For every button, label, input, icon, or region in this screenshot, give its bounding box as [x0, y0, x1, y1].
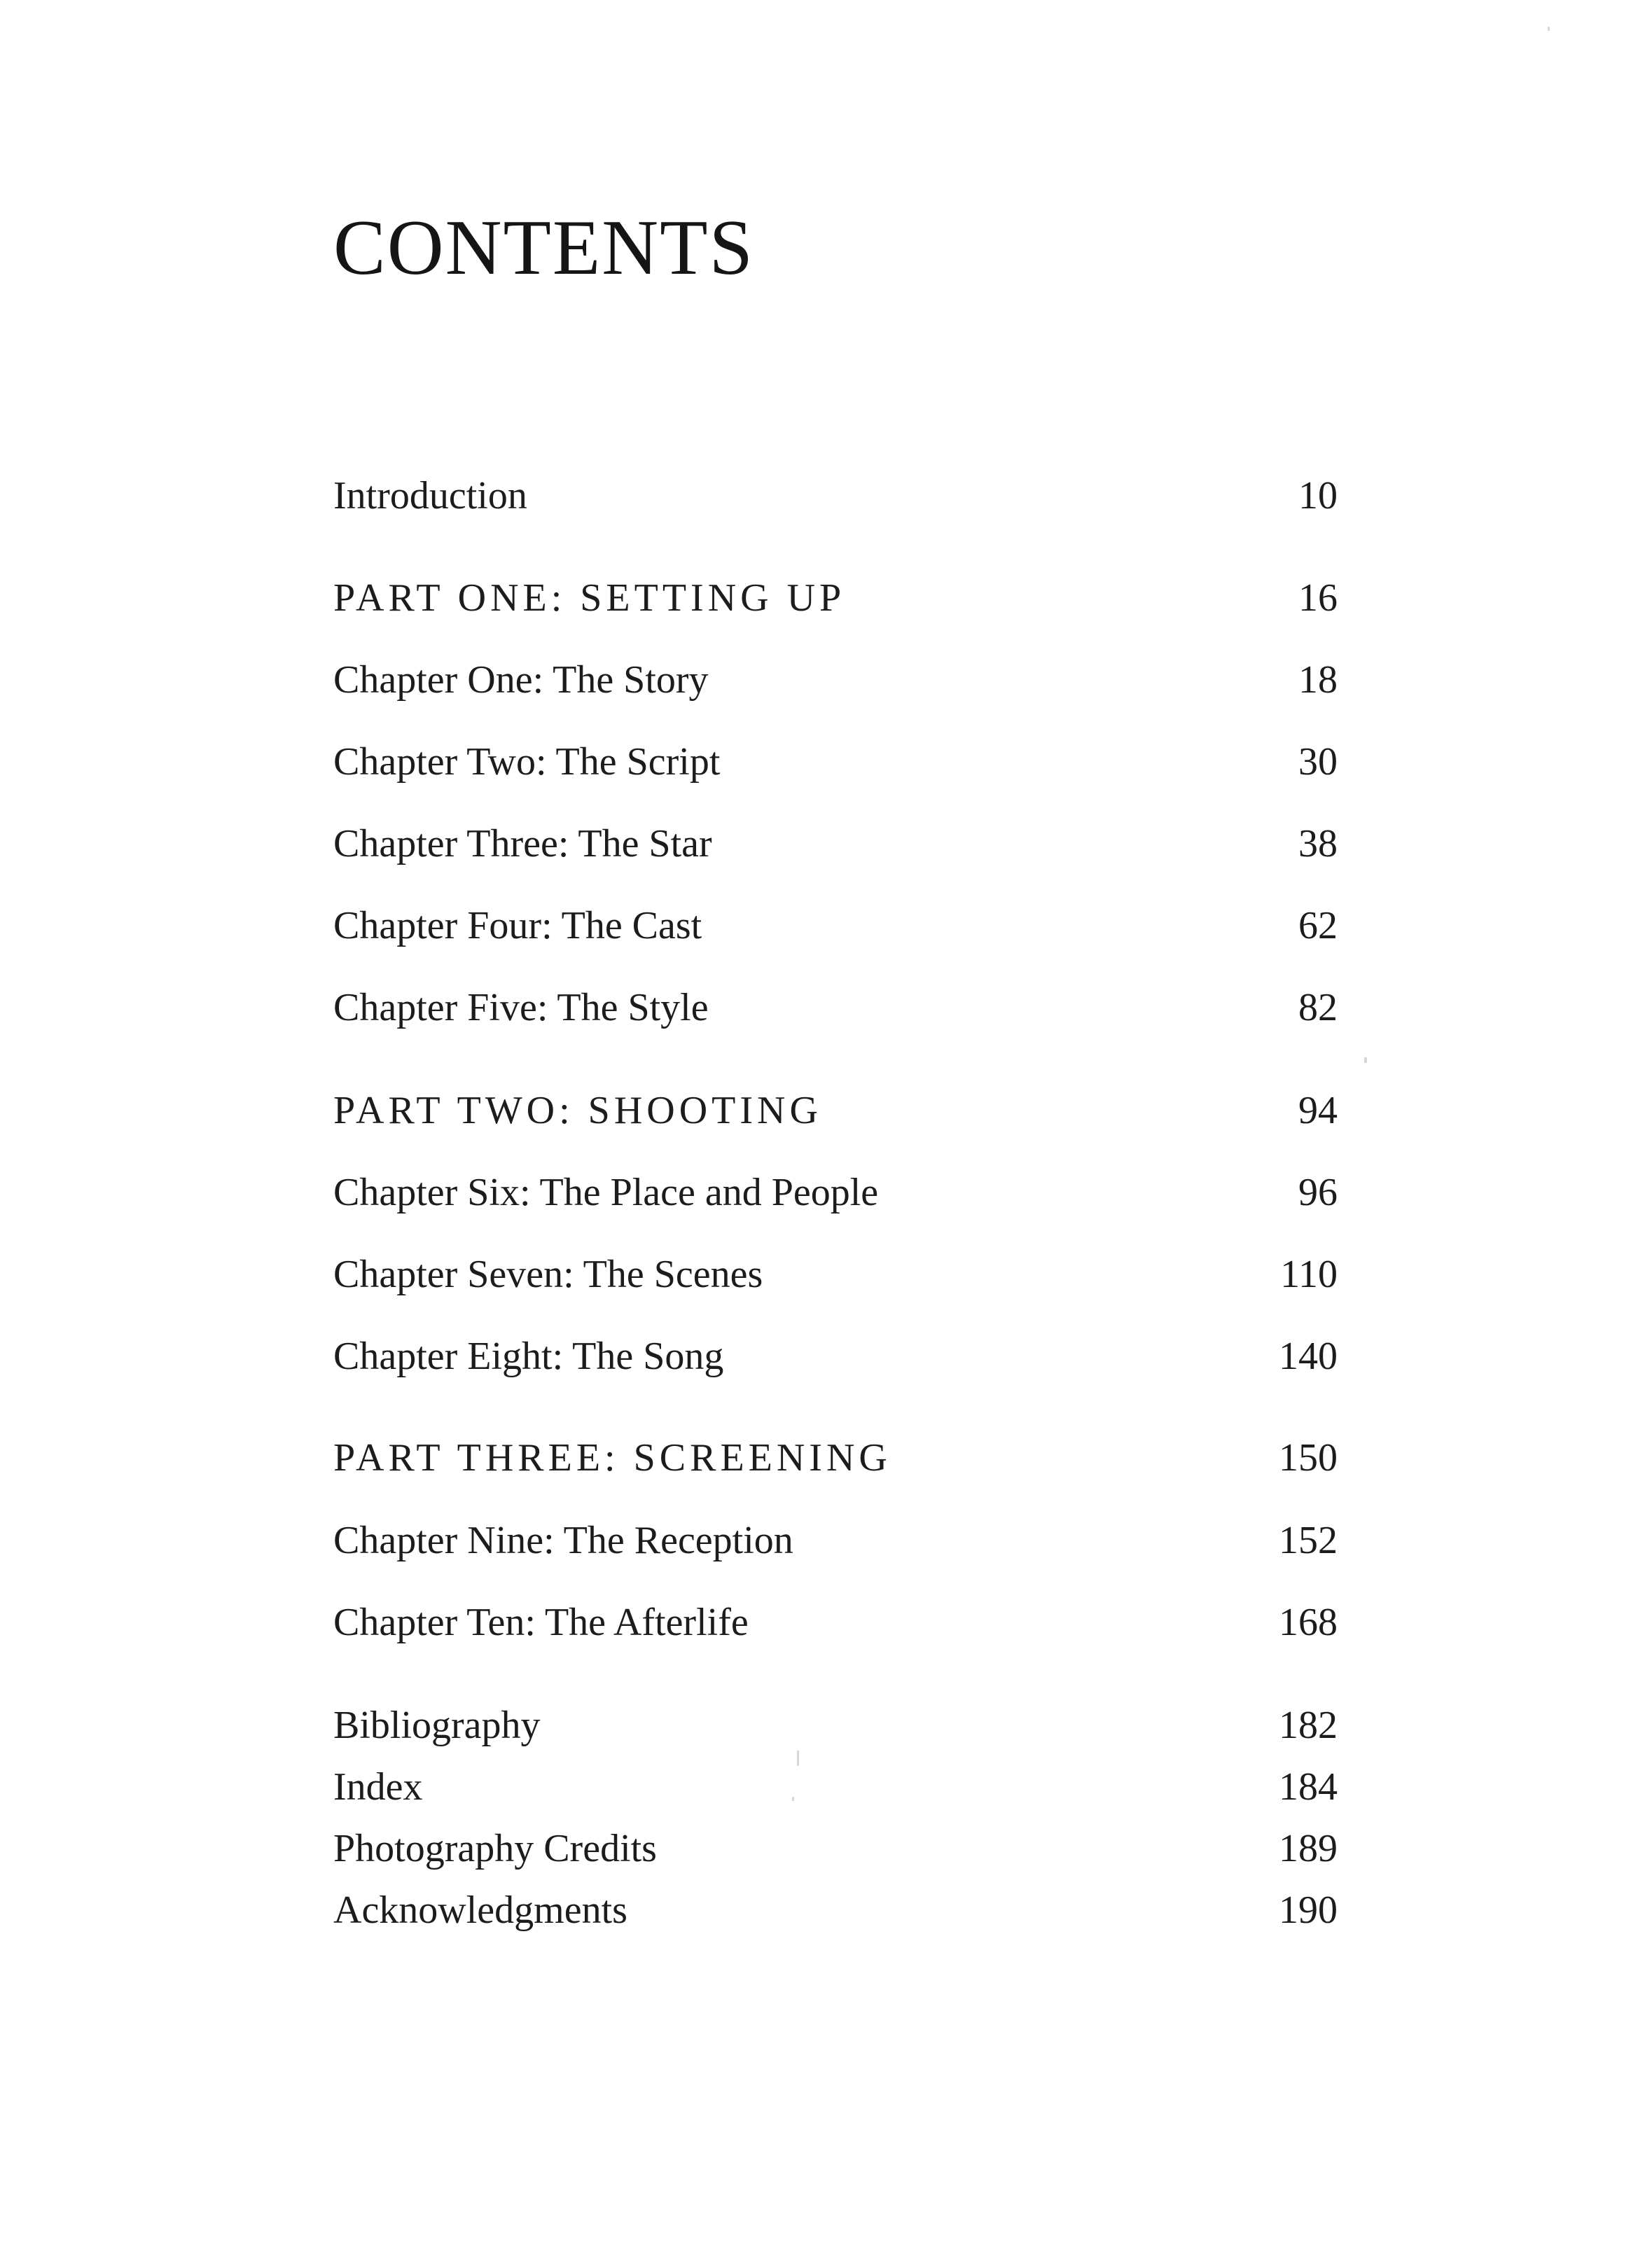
toc-entry-page: 30	[1298, 740, 1338, 784]
toc-entry-page: 18	[1298, 658, 1338, 702]
toc-entry-label: Chapter One: The Story	[333, 658, 709, 702]
toc-chapter-five[interactable]	[333, 988, 1338, 1027]
toc-entry-page: 168	[1279, 1601, 1338, 1644]
toc-entry-label: Acknowledgments	[333, 1888, 627, 1932]
toc-part-label: PART THREE: SCREENING	[333, 1436, 891, 1480]
toc-chapter-eight[interactable]	[333, 1337, 1338, 1376]
scan-speck	[1548, 27, 1550, 31]
toc-chapter-seven[interactable]	[333, 1255, 1338, 1294]
toc-chapter-four[interactable]	[333, 906, 1338, 945]
toc-chapter-two[interactable]	[333, 740, 1338, 784]
toc-entry-label: Photography Credits	[333, 1827, 657, 1870]
toc-photography-credits[interactable]	[333, 1829, 1338, 1868]
toc-entry-page: 190	[1279, 1888, 1338, 1932]
toc-index[interactable]	[333, 1767, 1338, 1807]
toc-entry-label: Chapter Seven: The Scenes	[333, 1253, 763, 1296]
toc-entry-label: Chapter Eight: The Song	[333, 1335, 724, 1378]
toc-entry-page: 62	[1298, 904, 1338, 947]
toc-entry-page: 184	[1279, 1765, 1338, 1809]
toc-entry-page: 189	[1279, 1827, 1338, 1870]
toc-entry-label: Index	[333, 1765, 423, 1809]
toc-part-label: PART ONE: SETTING UP	[333, 576, 846, 620]
toc-chapter-ten[interactable]	[333, 1603, 1338, 1642]
toc-part-two[interactable]	[333, 1091, 1338, 1130]
toc-entry-introduction[interactable]	[333, 476, 1338, 515]
toc-entry-page: 150	[1279, 1436, 1338, 1480]
toc-entry-label: Chapter Three: The Star	[333, 822, 712, 865]
toc-part-three[interactable]	[333, 1436, 1338, 1480]
toc-chapter-three[interactable]	[333, 824, 1338, 863]
toc-entry-label: Chapter Five: The Style	[333, 986, 709, 1029]
toc-entry-page: 82	[1298, 986, 1338, 1029]
toc-entry-page: 182	[1279, 1704, 1338, 1747]
toc-part-label: PART TWO: SHOOTING	[333, 1089, 822, 1132]
toc-chapter-nine[interactable]	[333, 1521, 1338, 1560]
page-title: CONTENTS	[333, 204, 754, 291]
toc-entry-label: Introduction	[333, 474, 527, 517]
toc-entry-label: Chapter Nine: The Reception	[333, 1519, 793, 1562]
toc-entry-label: Bibliography	[333, 1704, 541, 1747]
scan-speck	[1364, 1057, 1367, 1063]
toc-part-one[interactable]	[333, 578, 1338, 618]
toc-acknowledgments[interactable]	[333, 1888, 1338, 1932]
toc-entry-page: 152	[1279, 1519, 1338, 1562]
toc-entry-page: 140	[1279, 1335, 1338, 1378]
toc-entry-page: 10	[1298, 474, 1338, 517]
toc-entry-page: 110	[1280, 1253, 1338, 1296]
toc-chapter-six[interactable]	[333, 1173, 1338, 1212]
toc-entry-page: 94	[1298, 1089, 1338, 1132]
toc-entry-label: Chapter Ten: The Afterlife	[333, 1601, 749, 1644]
scan-speck	[797, 1751, 799, 1766]
toc-entry-page: 96	[1298, 1171, 1338, 1214]
toc-entry-label: Chapter Four: The Cast	[333, 904, 702, 947]
scan-speck	[792, 1797, 794, 1801]
toc-chapter-one[interactable]	[333, 660, 1338, 700]
toc-entry-page: 16	[1298, 576, 1338, 620]
toc-bibliography[interactable]	[333, 1706, 1338, 1745]
toc-entry-page: 38	[1298, 822, 1338, 865]
toc-entry-label: Chapter Six: The Place and People	[333, 1171, 879, 1214]
toc-entry-label: Chapter Two: The Script	[333, 740, 721, 784]
